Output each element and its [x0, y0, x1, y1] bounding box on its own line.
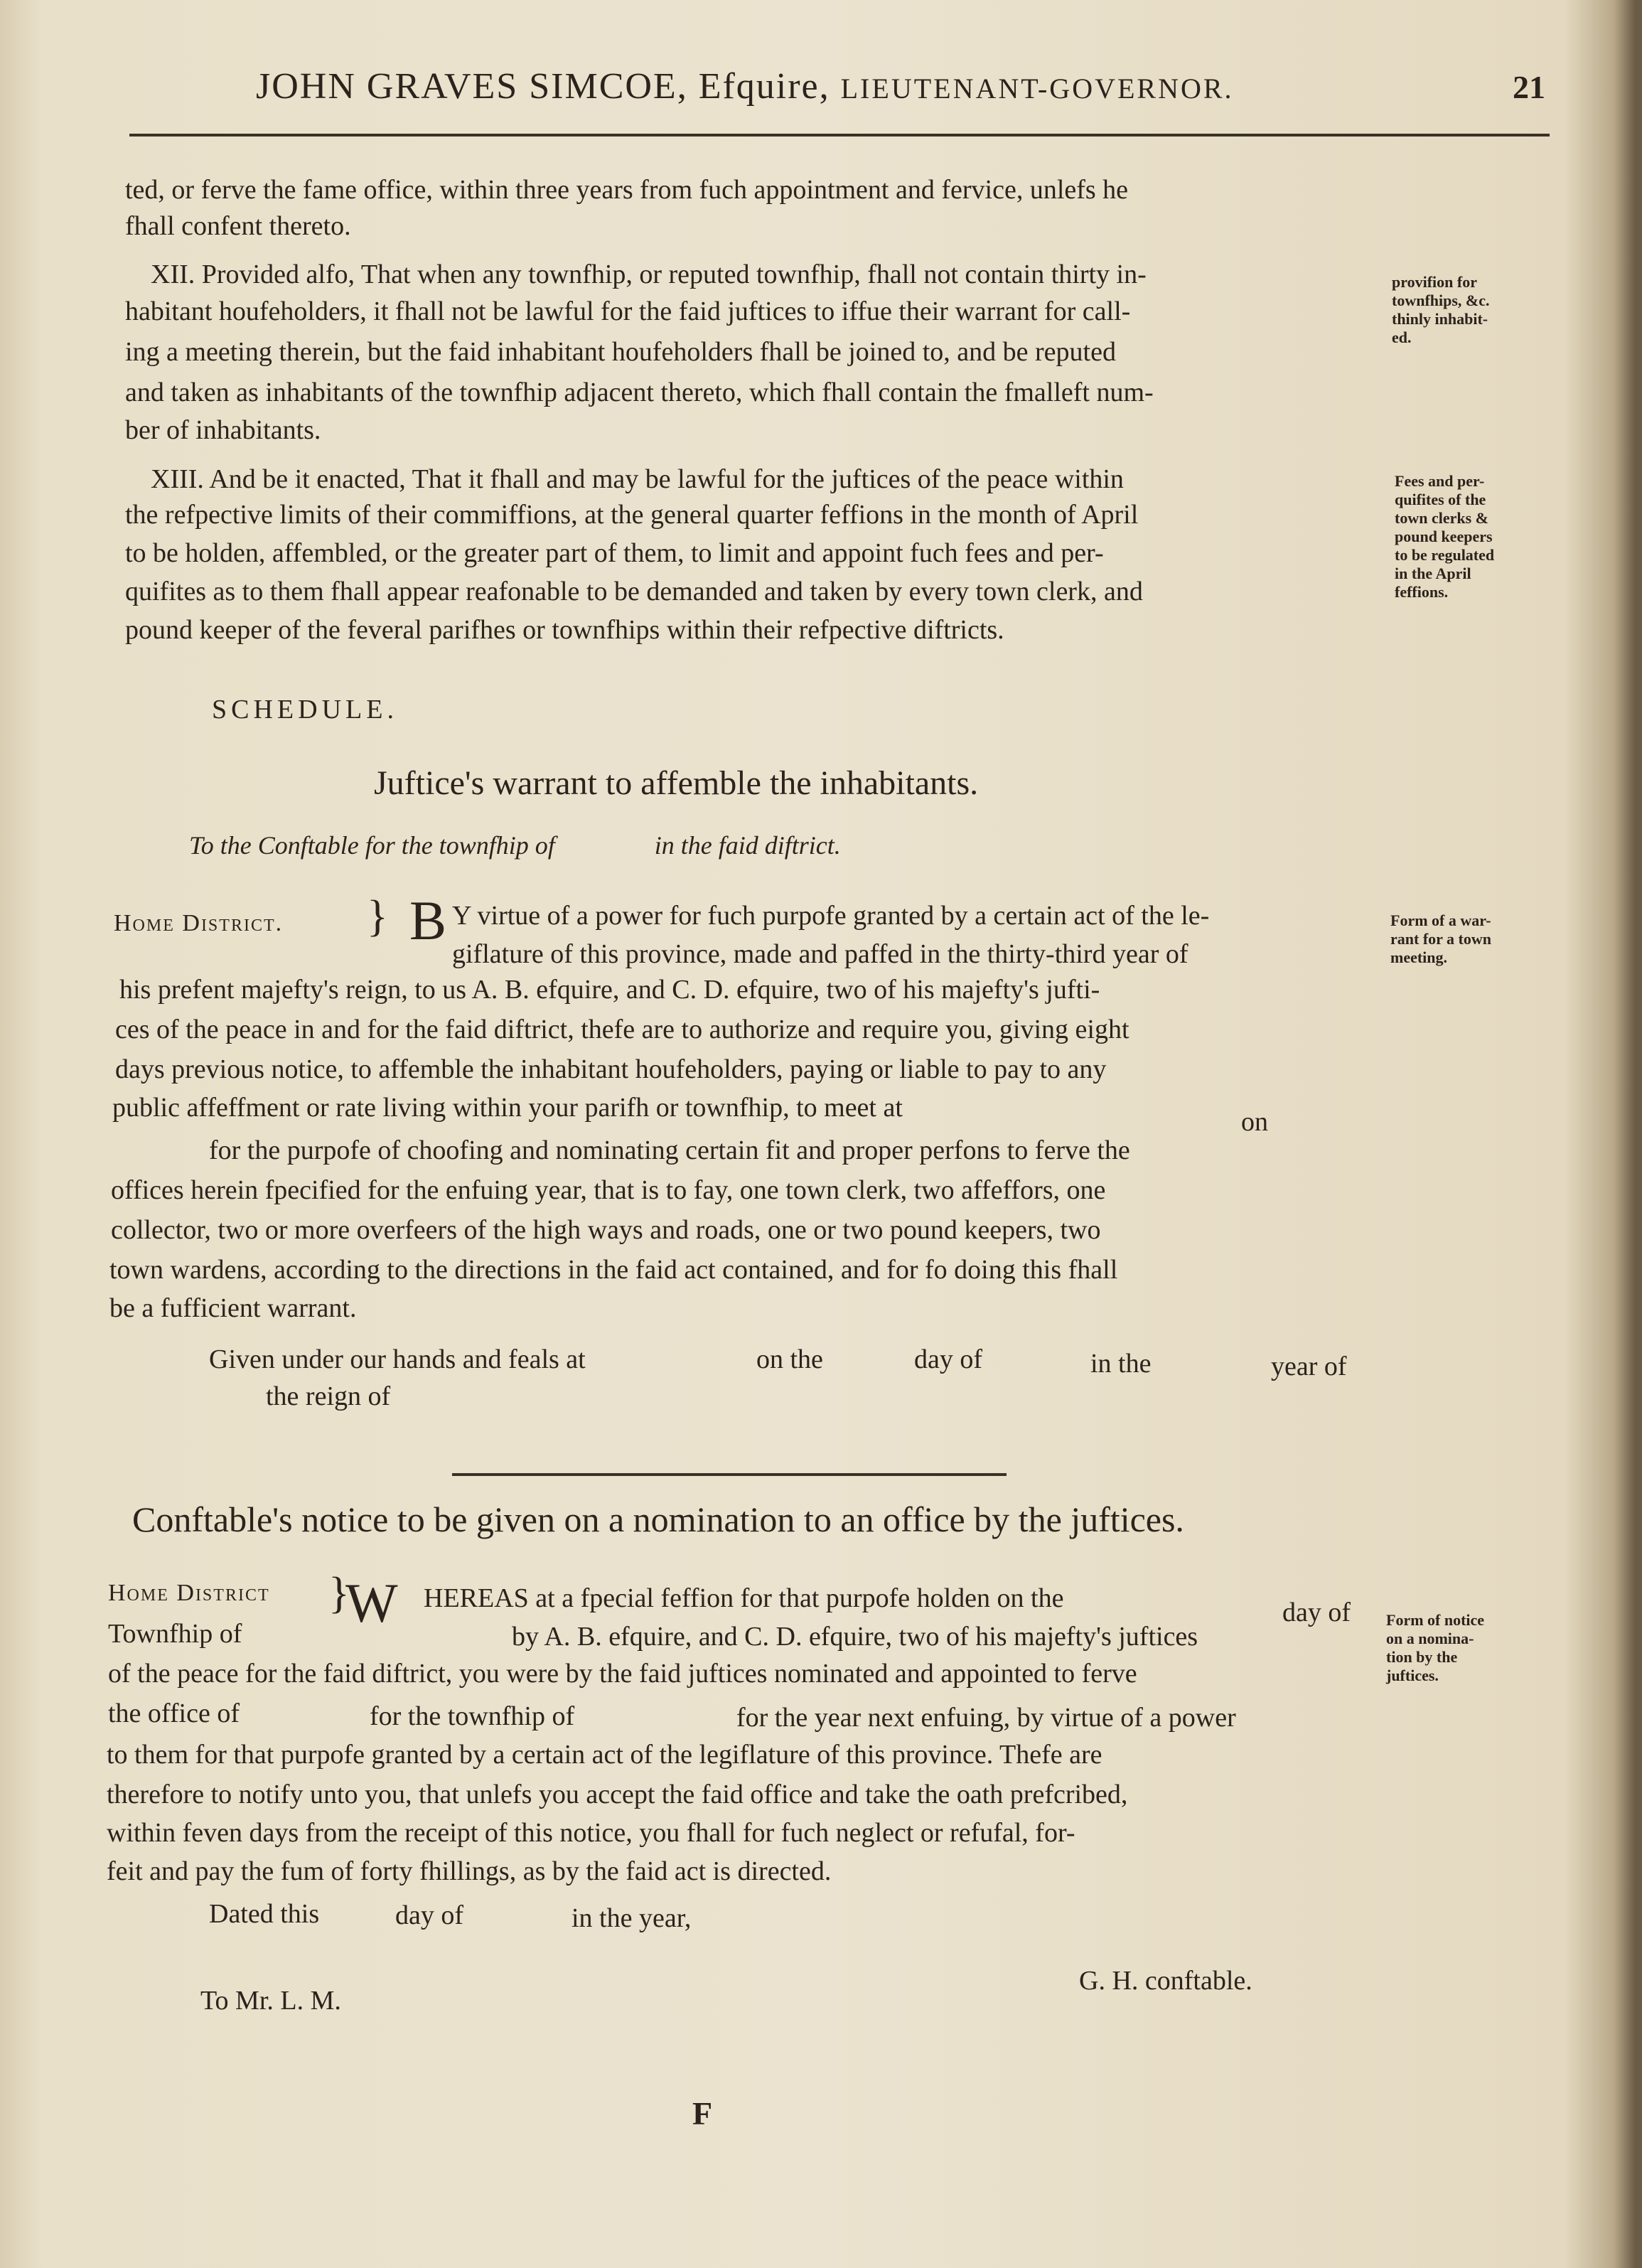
text-line: and taken as inhabitants of the townfhip adjacent thereto, which fhall contain the fmalleft num-: [125, 378, 1154, 407]
text-line: day of: [1282, 1598, 1351, 1627]
text-line: collector, two or more overfeers of the high ways and roads, one or two pound keepers, two: [111, 1215, 1101, 1245]
page-number: 21: [1513, 69, 1545, 105]
notice-heading: Conftable's notice to be given on a nomination to an office by the juftices.: [132, 1499, 1184, 1539]
dated-line-c: in the year,: [572, 1903, 692, 1933]
margin-note-warrant-form: Form of a war- rant for a town meeting.: [1390, 911, 1491, 966]
margin-note-notice-form: Form of notice on a nomina- tion by the juftices.: [1386, 1611, 1485, 1684]
text-line: Y virtue of a power for fuch purpofe granted by a certain act of the le-: [452, 901, 1210, 931]
brace-glyph: }: [328, 1569, 350, 1617]
text-line: for the purpofe of choofing and nominating certain fit and proper perfons to ferve the: [209, 1135, 1130, 1165]
addressee: To Mr. L. M.: [200, 1986, 341, 2016]
running-head-title: JOHN GRAVES SIMCOE, Efquire,: [256, 66, 830, 107]
text-line: ing a meeting therein, but the faid inhabitant houfeholders fhall be joined to, and be reputed: [125, 337, 1116, 367]
folio-signature: F: [692, 2095, 713, 2131]
schedule-label: SCHEDULE.: [212, 695, 398, 724]
section-divider: [452, 1473, 1007, 1476]
notice-district: Home District: [108, 1580, 270, 1606]
text-line: public affeffment or rate living within your parifh or townfhip, to meet at: [112, 1093, 903, 1123]
margin-note-townships: provifion for townfhips, &c. thinly inhabit- ed.: [1392, 273, 1490, 346]
text-line: XII. Provided alfo, That when any townfhip, or reputed townfhip, fhall not contain thirty in-: [151, 260, 1147, 289]
text-line: to them for that purpofe granted by a certain act of the legiflature of this province. Thefe are: [107, 1740, 1102, 1770]
given-line-e: year of: [1271, 1352, 1347, 1381]
text-line: ces of the peace in and for the faid diftrict, thefe are to authorize and require you, giving eight: [115, 1015, 1129, 1044]
running-head-office: LIEUTENANT-GOVERNOR.: [840, 73, 1234, 105]
text-line: by A. B. efquire, and C. D. efquire, two of his majefty's juftices: [512, 1622, 1198, 1652]
text-line: ted, or ferve the fame office, within three years from fuch appointment and fervice, unlefs he: [125, 175, 1129, 205]
given-line-a: Given under our hands and feals at: [209, 1344, 586, 1374]
text-line: feit and pay the fum of forty fhillings, as by the faid act is directed.: [107, 1856, 832, 1886]
text-line: HEREAS at a fpecial feffion for that purpofe holden on the: [424, 1583, 1064, 1613]
reign-line: the reign of: [266, 1381, 391, 1411]
dated-line-a: Dated this: [209, 1899, 320, 1929]
text-line: days previous notice, to affemble the inhabitant houfeholders, paying or liable to pay to any: [115, 1054, 1107, 1084]
running-head: [256, 65, 1234, 107]
text-line: within feven days from the receipt of this notice, you fhall for fuch neglect or refufal, for-: [107, 1818, 1075, 1848]
text-line: his prefent majefty's reign, to us A. B. efquire, and C. D. efquire, two of his majefty's jufti-: [119, 975, 1100, 1005]
given-line-d: in the: [1090, 1349, 1152, 1379]
text-line: the office of: [108, 1699, 240, 1728]
text-line: habitant houfeholders, it fhall not be lawful for the faid juftices to iffue their warrant for call-: [125, 296, 1131, 326]
district-label: Home District.: [114, 910, 284, 936]
text-line: giflature of this province, made and paffed in the thirty-third year of: [452, 939, 1188, 969]
text-line: ber of inhabitants.: [125, 415, 321, 445]
given-line-c: day of: [914, 1344, 983, 1374]
text-line: town wardens, according to the directions in the faid act contained, and for fo doing this fhall: [109, 1255, 1118, 1285]
header-rule: [129, 134, 1550, 137]
dropcap-b: B: [409, 889, 447, 951]
text-line: XIII. And be it enacted, That it fhall and may be lawful for the juftices of the peace within: [151, 464, 1124, 494]
text-line: for the townfhip of: [370, 1701, 575, 1731]
text-line: the refpective limits of their commiffions, at the general quarter feffions in the month of April: [125, 500, 1139, 530]
text-line: be a fufficient warrant.: [109, 1293, 357, 1323]
signature: G. H. conftable.: [1079, 1966, 1252, 1996]
text-line: to be holden, affembled, or the greater part of them, to limit and appoint fuch fees and per-: [125, 538, 1104, 568]
margin-note-fees: Fees and per- quifites of the town clerks & pound keepers to be regulated in the April feffions.: [1395, 472, 1495, 601]
brace-glyph: }: [367, 892, 388, 941]
warrant-address: To the Conftable for the townfhip of in the faid diftrict.: [189, 831, 841, 860]
text-line: offices herein fpecified for the enfuing year, that is to fay, one town clerk, two affeffors, one: [111, 1175, 1106, 1205]
dated-line-b: day of: [395, 1900, 464, 1930]
text-line: for the year next enfuing, by virtue of a power: [736, 1703, 1236, 1733]
dropcap-w: W: [345, 1572, 398, 1634]
text-line: pound keeper of the feveral parifhes or townfhips within their refpective diftricts.: [125, 615, 1004, 645]
notice-township-label: Townfhip of: [108, 1619, 242, 1649]
text-line: quifites as to them fhall appear reafonable to be demanded and taken by every town clerk, and: [125, 577, 1143, 606]
warrant-heading: Juftice's warrant to affemble the inhabitants.: [374, 764, 979, 802]
given-line-b: on the: [756, 1344, 823, 1374]
text-line: fhall confent thereto.: [125, 211, 351, 241]
text-line: of the peace for the faid diftrict, you were by the faid juftices nominated and appointed to ferve: [108, 1659, 1137, 1689]
text-line: therefore to notify unto you, that unlefs you accept the faid office and take the oath prefcribed,: [107, 1780, 1128, 1809]
text-line: on: [1241, 1107, 1268, 1137]
